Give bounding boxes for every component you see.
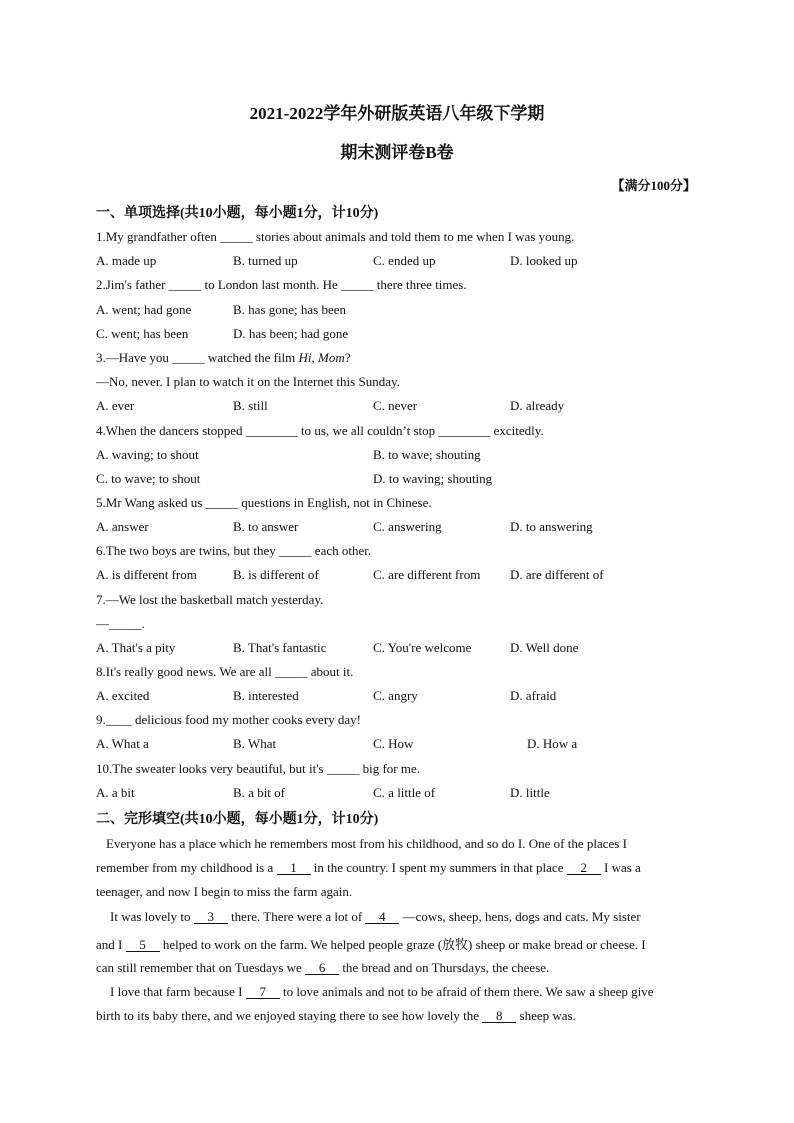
text-run: —cows, sheep, hens, dogs and cats. My sister — [399, 909, 641, 924]
q9-option-a: A. What a — [96, 736, 149, 751]
exam-subtitle: 期末测评卷B卷 — [340, 143, 454, 162]
exam-title: 2021-2022学年外研版英语八年级下学期 — [249, 104, 545, 123]
q3-option-a: A. ever — [96, 398, 135, 413]
q4-option-d: D. to waving; shouting — [373, 471, 493, 486]
q2-stem: 2.Jim's father _____ to London last month. He _____ there three times. — [96, 277, 467, 292]
blank-5[interactable]: 5 — [126, 938, 160, 952]
text-run: the bread and on Thursdays, the cheese. — [339, 960, 550, 975]
q3-stem — [96, 350, 351, 366]
q1-option-b: B. turned up — [233, 253, 298, 268]
q3-stem-pre: 3.—Have you _____ watched the film — [96, 350, 299, 365]
q2-option-a: A. went; had gone — [96, 302, 192, 317]
q3-option-b: B. still — [233, 398, 268, 413]
q2-option-d: D. has been; had gone — [233, 326, 349, 341]
q10-option-a: A. a bit — [96, 785, 135, 800]
blank-2[interactable]: 2 — [567, 861, 601, 875]
blank-6[interactable]: 6 — [305, 961, 339, 975]
q8-stem: 8.It's really good news. We are all _____ about it. — [96, 664, 354, 679]
text-run: helped to work on the farm. We helped people graze (放牧) sheep or make bread or cheese. I — [159, 937, 646, 952]
blank-4[interactable]: 4 — [365, 910, 399, 924]
q10-stem: 10.The sweater looks very beautiful, but it's _____ big for me. — [96, 761, 421, 776]
q4-option-c: C. to wave; to shout — [96, 471, 201, 486]
q5-option-c: C. answering — [373, 519, 442, 534]
q6-option-a: A. is different from — [96, 567, 197, 582]
q8-option-c: C. angry — [373, 688, 418, 703]
full-score: 【满分100分】 — [611, 178, 696, 193]
text-run: in the country. I spent my summers in that place — [310, 860, 567, 875]
q10-option-d: D. little — [510, 785, 550, 800]
q6-stem: 6.The two boys are twins, but they _____ each other. — [96, 543, 372, 558]
blank-7[interactable]: 7 — [246, 985, 280, 999]
q4-option-b: B. to wave; shouting — [373, 447, 481, 462]
q7-stem: 7.—We lost the basketball match yesterday. — [96, 592, 324, 607]
q4-stem: 4.When the dancers stopped ________ to us, we all couldn’t stop ________ excitedly. — [96, 423, 544, 438]
q5-option-a: A. answer — [96, 519, 149, 534]
blank-3[interactable]: 3 — [194, 910, 228, 924]
passage-p2-line3 — [96, 960, 700, 976]
q5-option-d: D. to answering — [510, 519, 593, 534]
q3-option-c: C. never — [373, 398, 418, 413]
q5-stem: 5.Mr Wang asked us _____ questions in English, not in Chinese. — [96, 495, 432, 510]
q8-option-d: D. afraid — [510, 688, 557, 703]
q9-option-c: C. How — [373, 736, 414, 751]
q3-stem-post: ? — [344, 350, 351, 365]
text-run: there. There were a lot of — [227, 909, 366, 924]
q2-option-b: B. has gone; has been — [233, 302, 347, 317]
section2-heading: 二、完形填空(共10小题，每小题1分，计10分) — [96, 812, 379, 827]
q7-option-d: D. Well done — [510, 640, 579, 655]
q2-option-c: C. went; has been — [96, 326, 189, 341]
q1-stem: 1.My grandfather often _____ stories about animals and told them to me when I was young. — [96, 229, 575, 244]
q3-reply: —No, never. I plan to watch it on the Internet this Sunday. — [96, 374, 400, 389]
q9-option-d: D. How a — [527, 736, 578, 751]
text-run: I was a — [600, 860, 641, 875]
passage-p2-line2 — [96, 934, 700, 953]
text-run: birth to its baby there, and we enjoyed staying there to see how lovely the — [96, 1008, 483, 1023]
blank-8[interactable]: 8 — [482, 1009, 516, 1023]
q9-option-b: B. What — [233, 736, 277, 751]
passage-p3-line2 — [96, 1008, 700, 1024]
passage-p1-line2 — [96, 860, 700, 876]
passage-p1-line1: Everyone has a place which he remembers most from his childhood, and so do I. One of the places I — [106, 836, 627, 851]
q10-option-c: C. a little of — [373, 785, 436, 800]
blank-1[interactable]: 1 — [277, 861, 311, 875]
q6-option-c: C. are different from — [373, 567, 481, 582]
q6-option-d: D. are different of — [510, 567, 604, 582]
q10-option-b: B. a bit of — [233, 785, 285, 800]
q8-option-b: B. interested — [233, 688, 299, 703]
q1-option-a: A. made up — [96, 253, 157, 268]
q4-option-a: A. waving; to shout — [96, 447, 199, 462]
passage-p3-line1 — [110, 984, 714, 1000]
q7-option-b: B. That's fantastic — [233, 640, 327, 655]
text-run: I love that farm because I — [110, 984, 246, 999]
text-run: to love animals and not to be afraid of them there. We saw a sheep give — [279, 984, 654, 999]
text-run: sheep was. — [516, 1008, 576, 1023]
passage-p1-line3: teenager, and now I begin to miss the farm again. — [96, 884, 353, 899]
text-run: and I — [96, 937, 126, 952]
q5-option-b: B. to answer — [233, 519, 299, 534]
text-run: It was lovely to — [110, 909, 194, 924]
q1-option-c: C. ended up — [373, 253, 436, 268]
q6-option-b: B. is different of — [233, 567, 319, 582]
q1-option-d: D. looked up — [510, 253, 578, 268]
section1-heading: 一、单项选择(共10小题，每小题1分，计10分) — [96, 206, 379, 221]
q3-option-d: D. already — [510, 398, 565, 413]
q9-stem: 9.____ delicious food my mother cooks every day! — [96, 712, 361, 727]
q7-reply: —_____. — [96, 616, 145, 631]
text-run: remember from my childhood is a — [96, 860, 277, 875]
q3-film-title: Hi, Mom — [298, 350, 345, 365]
text-run: can still remember that on Tuesdays we — [96, 960, 306, 975]
q7-option-c: C. You're welcome — [373, 640, 472, 655]
q8-option-a: A. excited — [96, 688, 150, 703]
q7-option-a: A. That's a pity — [96, 640, 176, 655]
passage-p2-line1 — [110, 909, 714, 925]
